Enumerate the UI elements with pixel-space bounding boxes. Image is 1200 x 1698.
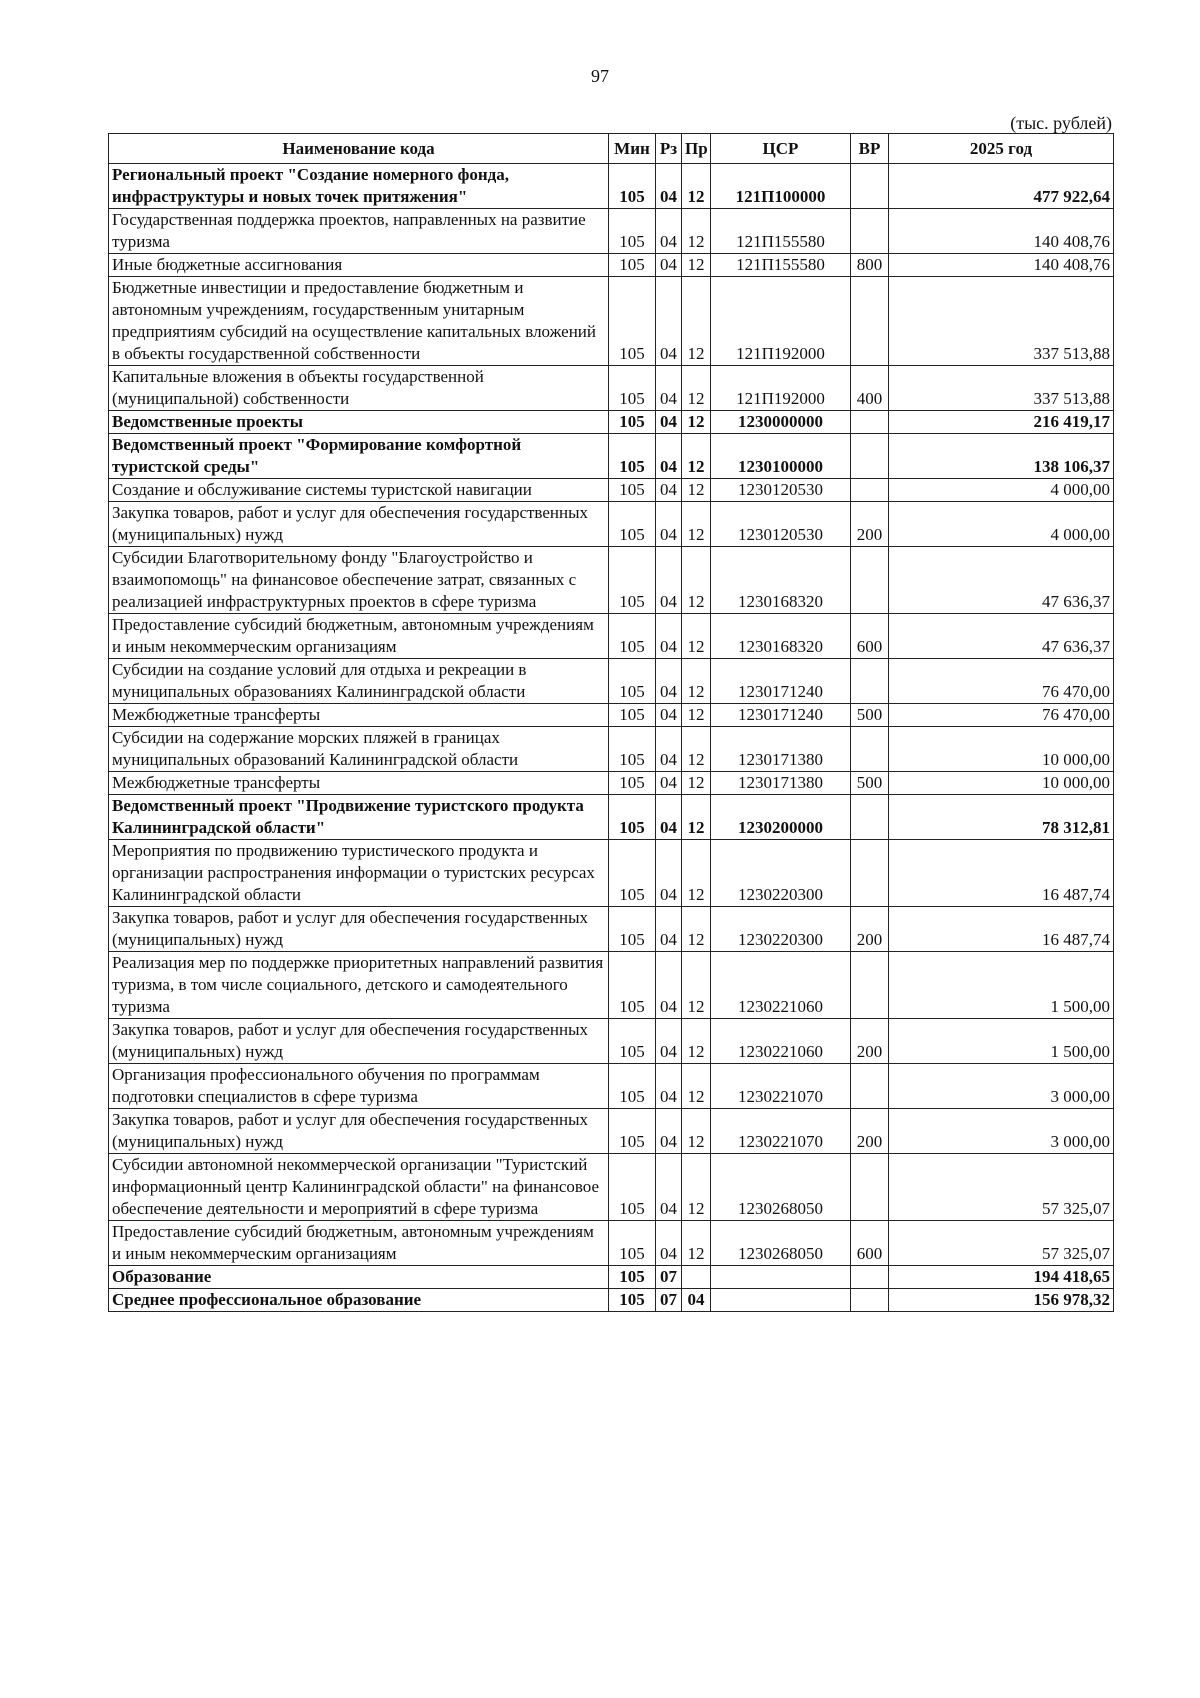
row-min: 105 (609, 704, 656, 727)
row-amount: 57 325,07 (889, 1154, 1114, 1221)
row-csr: 1230000000 (711, 411, 851, 434)
table-row (109, 277, 1114, 366)
row-amount: 76 470,00 (889, 659, 1114, 704)
row-amount: 16 487,74 (889, 907, 1114, 952)
table-header-row (109, 134, 1114, 164)
header-csr: ЦСР (711, 134, 851, 164)
row-pr: 12 (682, 952, 711, 1019)
row-name: Межбюджетные трансферты (109, 772, 609, 795)
row-name: Среднее профессиональное образование (109, 1289, 609, 1312)
row-pr: 12 (682, 840, 711, 907)
row-pr: 12 (682, 1064, 711, 1109)
row-name: Субсидии на содержание морских пляжей в границах муниципальных образований Калининградской области (109, 727, 609, 772)
row-vr (851, 840, 889, 907)
row-name: Иные бюджетные ассигнования (109, 254, 609, 277)
row-pr: 12 (682, 1154, 711, 1221)
row-name: Создание и обслуживание системы туристской навигации (109, 479, 609, 502)
row-amount: 156 978,32 (889, 1289, 1114, 1312)
table-row (109, 502, 1114, 547)
header-name: Наименование кода (109, 134, 609, 164)
row-name: Предоставление субсидий бюджетным, автономным учреждениям и иным некоммерческим организациям (109, 1221, 609, 1266)
row-min: 105 (609, 1266, 656, 1289)
row-min: 105 (609, 209, 656, 254)
row-rz: 04 (656, 659, 682, 704)
row-vr (851, 479, 889, 502)
row-csr: 1230171380 (711, 727, 851, 772)
row-name: Закупка товаров, работ и услуг для обеспечения государственных (муниципальных) нужд (109, 1019, 609, 1064)
row-min: 105 (609, 434, 656, 479)
row-min: 105 (609, 952, 656, 1019)
row-name: Государственная поддержка проектов, направленных на развитие туризма (109, 209, 609, 254)
row-name: Мероприятия по продвижению туристического продукта и организации распространения информации о туристских ресурсах Калининградской области (109, 840, 609, 907)
row-amount: 138 106,37 (889, 434, 1114, 479)
table-row (109, 479, 1114, 502)
row-min: 105 (609, 795, 656, 840)
row-min: 105 (609, 502, 656, 547)
row-rz: 04 (656, 479, 682, 502)
row-amount: 47 636,37 (889, 547, 1114, 614)
row-csr (711, 1289, 851, 1312)
row-amount: 1 500,00 (889, 952, 1114, 1019)
row-csr: 1230200000 (711, 795, 851, 840)
header-min: Мин (609, 134, 656, 164)
row-rz: 04 (656, 254, 682, 277)
header-year: 2025 год (889, 134, 1114, 164)
row-csr: 1230100000 (711, 434, 851, 479)
table-row (109, 1019, 1114, 1064)
table-row (109, 1064, 1114, 1109)
row-csr: 1230171380 (711, 772, 851, 795)
row-vr: 200 (851, 1109, 889, 1154)
row-csr: 1230168320 (711, 614, 851, 659)
row-amount: 47 636,37 (889, 614, 1114, 659)
row-amount: 57 325,07 (889, 1221, 1114, 1266)
row-vr (851, 277, 889, 366)
row-rz: 04 (656, 772, 682, 795)
row-pr: 12 (682, 209, 711, 254)
row-rz: 04 (656, 795, 682, 840)
page-number: 97 (591, 66, 609, 86)
row-vr (851, 164, 889, 209)
row-csr: 1230171240 (711, 659, 851, 704)
row-vr (851, 659, 889, 704)
row-min: 105 (609, 1221, 656, 1266)
row-name: Субсидии Благотворительному фонду "Благоустройство и взаимопомощь" на финансовое обеспечение затрат, связанных с реализацией инфраструктурных проектов в сфере туризма (109, 547, 609, 614)
row-csr: 1230171240 (711, 704, 851, 727)
table-row (109, 366, 1114, 411)
row-csr: 121П155580 (711, 254, 851, 277)
row-rz: 04 (656, 547, 682, 614)
row-amount: 10 000,00 (889, 727, 1114, 772)
row-min: 105 (609, 1154, 656, 1221)
row-rz: 04 (656, 907, 682, 952)
row-csr: 1230220300 (711, 840, 851, 907)
row-amount: 1 500,00 (889, 1019, 1114, 1064)
row-pr: 12 (682, 479, 711, 502)
row-min: 105 (609, 411, 656, 434)
row-name: Субсидии на создание условий для отдыха и рекреации в муниципальных образованиях Калининградской области (109, 659, 609, 704)
row-name: Организация профессионального обучения по программам подготовки специалистов в сфере туризма (109, 1064, 609, 1109)
row-csr: 121П192000 (711, 366, 851, 411)
row-csr: 1230221060 (711, 952, 851, 1019)
row-pr: 12 (682, 277, 711, 366)
row-pr: 12 (682, 366, 711, 411)
table-row (109, 952, 1114, 1019)
row-rz: 04 (656, 1221, 682, 1266)
row-min: 105 (609, 614, 656, 659)
row-vr: 200 (851, 502, 889, 547)
row-rz: 04 (656, 1109, 682, 1154)
table-row (109, 1221, 1114, 1266)
row-rz: 04 (656, 209, 682, 254)
row-name: Межбюджетные трансферты (109, 704, 609, 727)
row-amount: 3 000,00 (889, 1109, 1114, 1154)
row-pr: 12 (682, 502, 711, 547)
row-vr: 200 (851, 1019, 889, 1064)
row-vr (851, 1266, 889, 1289)
row-amount: 3 000,00 (889, 1064, 1114, 1109)
row-min: 105 (609, 547, 656, 614)
row-pr: 12 (682, 795, 711, 840)
row-amount: 10 000,00 (889, 772, 1114, 795)
row-min: 105 (609, 277, 656, 366)
row-min: 105 (609, 1019, 656, 1064)
header-rz: Рз (656, 134, 682, 164)
table-row (109, 704, 1114, 727)
row-pr: 12 (682, 1109, 711, 1154)
row-name: Закупка товаров, работ и услуг для обеспечения государственных (муниципальных) нужд (109, 1109, 609, 1154)
row-pr: 12 (682, 547, 711, 614)
table-row (109, 907, 1114, 952)
row-amount: 337 513,88 (889, 277, 1114, 366)
row-rz: 07 (656, 1289, 682, 1312)
row-rz: 04 (656, 366, 682, 411)
row-min: 105 (609, 254, 656, 277)
units-label: (тыс. рублей) (1010, 113, 1112, 133)
row-amount: 4 000,00 (889, 502, 1114, 547)
row-pr (682, 1266, 711, 1289)
row-vr (851, 411, 889, 434)
row-name: Капитальные вложения в объекты государственной (муниципальной) собственности (109, 366, 609, 411)
row-amount: 4 000,00 (889, 479, 1114, 502)
table-row (109, 1109, 1114, 1154)
row-vr (851, 547, 889, 614)
row-amount: 76 470,00 (889, 704, 1114, 727)
table-row (109, 254, 1114, 277)
row-pr: 12 (682, 907, 711, 952)
row-name: Ведомственные проекты (109, 411, 609, 434)
row-rz: 04 (656, 840, 682, 907)
table-row (109, 840, 1114, 907)
row-csr: 1230268050 (711, 1154, 851, 1221)
row-vr: 800 (851, 254, 889, 277)
row-pr: 12 (682, 659, 711, 704)
row-name: Предоставление субсидий бюджетным, автономным учреждениям и иным некоммерческим организациям (109, 614, 609, 659)
row-vr (851, 1154, 889, 1221)
row-rz: 04 (656, 1064, 682, 1109)
row-vr: 200 (851, 907, 889, 952)
table-row (109, 1289, 1114, 1312)
row-pr: 12 (682, 411, 711, 434)
table-row (109, 614, 1114, 659)
row-rz: 04 (656, 614, 682, 659)
row-name: Региональный проект "Создание номерного фонда, инфраструктуры и новых точек притяжения" (109, 164, 609, 209)
row-rz: 04 (656, 164, 682, 209)
row-rz: 04 (656, 277, 682, 366)
row-pr: 12 (682, 614, 711, 659)
row-amount: 216 419,17 (889, 411, 1114, 434)
row-pr: 12 (682, 772, 711, 795)
header-vr: ВР (851, 134, 889, 164)
row-csr: 1230120530 (711, 502, 851, 547)
row-min: 105 (609, 1064, 656, 1109)
row-name: Субсидии автономной некоммерческой организации "Туристский информационный центр Калининградской области" на финансовое обеспечение деятельности и мероприятий в сфере туризма (109, 1154, 609, 1221)
row-rz: 04 (656, 1154, 682, 1221)
row-min: 105 (609, 366, 656, 411)
row-vr: 600 (851, 1221, 889, 1266)
table-row (109, 795, 1114, 840)
row-rz: 04 (656, 502, 682, 547)
row-pr: 12 (682, 1221, 711, 1266)
table-row (109, 1266, 1114, 1289)
row-name: Ведомственный проект "Продвижение туристского продукта Калининградской области" (109, 795, 609, 840)
row-vr (851, 1064, 889, 1109)
row-csr: 1230221070 (711, 1064, 851, 1109)
table-row (109, 164, 1114, 209)
table-row (109, 411, 1114, 434)
row-amount: 140 408,76 (889, 209, 1114, 254)
row-rz: 04 (656, 411, 682, 434)
row-pr: 04 (682, 1289, 711, 1312)
row-min: 105 (609, 840, 656, 907)
row-pr: 12 (682, 704, 711, 727)
table-row (109, 772, 1114, 795)
row-vr (851, 434, 889, 479)
row-vr: 500 (851, 772, 889, 795)
row-amount: 78 312,81 (889, 795, 1114, 840)
table-row (109, 659, 1114, 704)
row-rz: 07 (656, 1266, 682, 1289)
row-rz: 04 (656, 1019, 682, 1064)
row-min: 105 (609, 479, 656, 502)
row-csr: 1230221070 (711, 1109, 851, 1154)
row-vr: 600 (851, 614, 889, 659)
row-vr (851, 209, 889, 254)
row-min: 105 (609, 772, 656, 795)
row-csr: 121П100000 (711, 164, 851, 209)
table-row (109, 209, 1114, 254)
row-min: 105 (609, 164, 656, 209)
row-amount: 194 418,65 (889, 1266, 1114, 1289)
row-min: 105 (609, 907, 656, 952)
row-amount: 140 408,76 (889, 254, 1114, 277)
row-csr: 1230120530 (711, 479, 851, 502)
row-csr: 1230221060 (711, 1019, 851, 1064)
row-name: Закупка товаров, работ и услуг для обеспечения государственных (муниципальных) нужд (109, 907, 609, 952)
row-name: Образование (109, 1266, 609, 1289)
row-rz: 04 (656, 727, 682, 772)
header-pr: Пр (682, 134, 711, 164)
row-rz: 04 (656, 952, 682, 1019)
row-min: 105 (609, 1289, 656, 1312)
row-rz: 04 (656, 434, 682, 479)
table-body (109, 164, 1114, 1312)
row-pr: 12 (682, 727, 711, 772)
row-amount: 337 513,88 (889, 366, 1114, 411)
row-csr: 1230220300 (711, 907, 851, 952)
row-pr: 12 (682, 254, 711, 277)
row-min: 105 (609, 1109, 656, 1154)
row-csr: 1230168320 (711, 547, 851, 614)
row-vr: 500 (851, 704, 889, 727)
row-csr: 1230268050 (711, 1221, 851, 1266)
table-row (109, 547, 1114, 614)
row-amount: 477 922,64 (889, 164, 1114, 209)
row-min: 105 (609, 659, 656, 704)
table-row (109, 727, 1114, 772)
table-row (109, 1154, 1114, 1221)
row-csr: 121П155580 (711, 209, 851, 254)
row-name: Ведомственный проект "Формирование комфортной туристской среды" (109, 434, 609, 479)
table-row (109, 434, 1114, 479)
row-name: Бюджетные инвестиции и предоставление бюджетным и автономным учреждениям, государственным унитарным предприятиям субсидий на осуществление капитальных вложений в объекты государственной собственности (109, 277, 609, 366)
row-csr: 121П192000 (711, 277, 851, 366)
row-name: Реализация мер по поддержке приоритетных направлений развития туризма, в том числе социального, детского и самодеятельного туризма (109, 952, 609, 1019)
row-pr: 12 (682, 1019, 711, 1064)
row-vr (851, 952, 889, 1019)
row-vr (851, 1289, 889, 1312)
row-rz: 04 (656, 704, 682, 727)
row-vr (851, 727, 889, 772)
budget-table (108, 133, 1114, 1312)
row-pr: 12 (682, 434, 711, 479)
row-pr: 12 (682, 164, 711, 209)
row-csr (711, 1266, 851, 1289)
row-name: Закупка товаров, работ и услуг для обеспечения государственных (муниципальных) нужд (109, 502, 609, 547)
row-min: 105 (609, 727, 656, 772)
row-amount: 16 487,74 (889, 840, 1114, 907)
row-vr (851, 795, 889, 840)
row-vr: 400 (851, 366, 889, 411)
